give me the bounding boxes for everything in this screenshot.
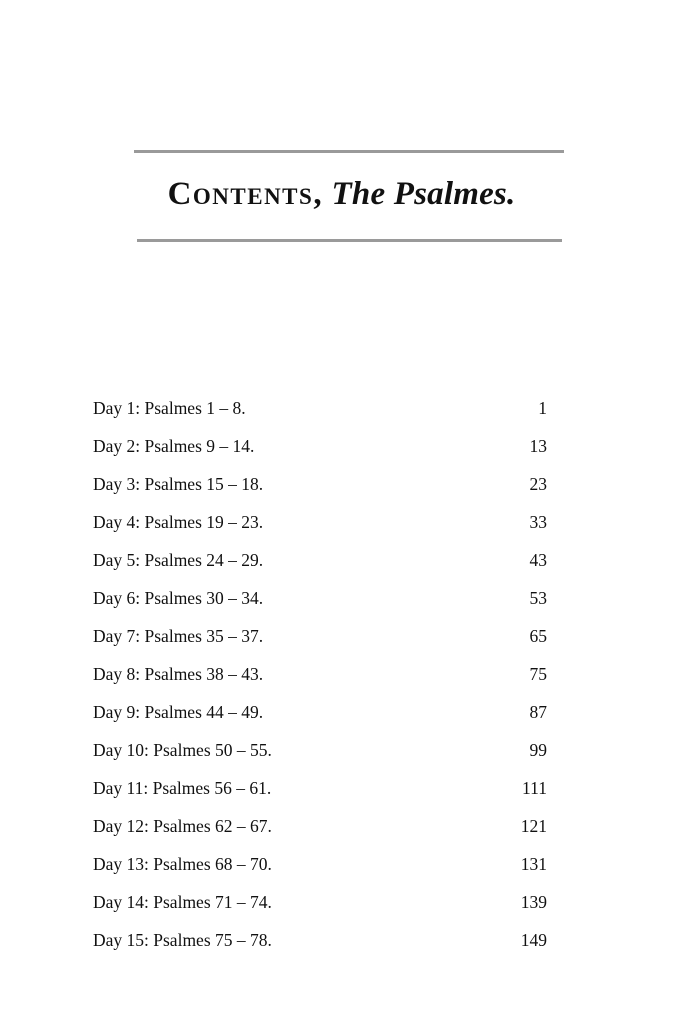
toc-entry[interactable] bbox=[93, 431, 547, 469]
toc-entry[interactable] bbox=[93, 735, 547, 773]
toc-entry-page: 131 bbox=[520, 854, 547, 874]
toc-entry-label: Day 11: Psalmes 56 – 61. bbox=[93, 778, 272, 798]
toc-entry-page: 23 bbox=[529, 474, 547, 494]
toc-entry-label: Day 9: Psalmes 44 – 49. bbox=[93, 702, 264, 722]
toc-entry-page: 43 bbox=[529, 550, 547, 570]
toc-entry[interactable] bbox=[93, 697, 547, 735]
toc-entry-page: 149 bbox=[520, 930, 547, 950]
toc-entry-label: Day 12: Psalmes 62 – 67. bbox=[93, 816, 272, 836]
toc-entry-page: 139 bbox=[520, 892, 547, 912]
toc-entry[interactable] bbox=[93, 621, 547, 659]
toc-entry[interactable] bbox=[93, 659, 547, 697]
toc-entry-page: 1 bbox=[538, 398, 547, 418]
toc-entry-page: 33 bbox=[529, 512, 547, 532]
toc-entry-label: Day 10: Psalmes 50 – 55. bbox=[93, 740, 272, 760]
toc-entry[interactable] bbox=[93, 583, 547, 621]
toc-entry-label: Day 2: Psalmes 9 – 14. bbox=[93, 436, 255, 456]
toc-entry[interactable] bbox=[93, 925, 547, 963]
toc-entry-label: Day 4: Psalmes 19 – 23. bbox=[93, 512, 264, 532]
page-title bbox=[0, 172, 683, 216]
bottom-rule bbox=[137, 239, 562, 242]
title-book-name: The Psalmes. bbox=[331, 176, 516, 212]
toc-entry-label: Day 5: Psalmes 24 – 29. bbox=[93, 550, 264, 570]
toc-entry-label: Day 8: Psalmes 38 – 43. bbox=[93, 664, 264, 684]
toc-entry-page: 13 bbox=[529, 436, 547, 456]
toc-entry[interactable] bbox=[93, 393, 547, 431]
toc-entry-label: Day 7: Psalmes 35 – 37. bbox=[93, 626, 264, 646]
toc-entry[interactable] bbox=[93, 849, 547, 887]
toc-entry-label: Day 3: Psalmes 15 – 18. bbox=[93, 474, 264, 494]
toc-entry[interactable] bbox=[93, 811, 547, 849]
toc-entry[interactable] bbox=[93, 507, 547, 545]
toc-entry-page: 121 bbox=[520, 816, 547, 836]
toc-entry[interactable] bbox=[93, 469, 547, 507]
toc-entry-page: 87 bbox=[529, 702, 547, 722]
toc-entry-label: Day 14: Psalmes 71 – 74. bbox=[93, 892, 272, 912]
toc-entry-page: 111 bbox=[522, 778, 547, 798]
toc-entry-label: Day 6: Psalmes 30 – 34. bbox=[93, 588, 264, 608]
toc-entry[interactable] bbox=[93, 773, 547, 811]
toc-entry-page: 99 bbox=[529, 740, 547, 760]
toc-entry-label: Day 1: Psalmes 1 – 8. bbox=[93, 398, 246, 418]
table-of-contents bbox=[93, 393, 547, 963]
title-contents: Contents, bbox=[167, 176, 324, 212]
toc-entry-label: Day 15: Psalmes 75 – 78. bbox=[93, 930, 272, 950]
toc-entry[interactable] bbox=[93, 545, 547, 583]
toc-entry-page: 53 bbox=[529, 588, 547, 608]
toc-entry-page: 75 bbox=[529, 664, 547, 684]
toc-entry-label: Day 13: Psalmes 68 – 70. bbox=[93, 854, 272, 874]
toc-entry-page: 65 bbox=[529, 626, 547, 646]
toc-entry[interactable] bbox=[93, 887, 547, 925]
top-rule bbox=[134, 150, 564, 153]
